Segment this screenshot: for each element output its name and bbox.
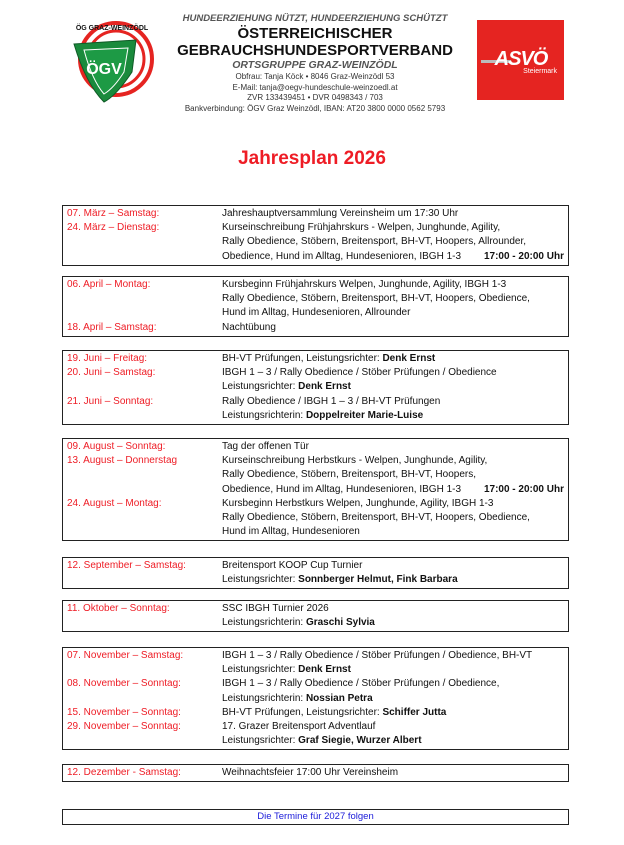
event-date: 12. Dezember - Samstag: (67, 767, 181, 778)
event-description (222, 352, 564, 366)
event-date: 29. November – Sonntag: (67, 721, 181, 733)
event-date (67, 250, 222, 264)
event-description (222, 321, 564, 335)
schedule-row (67, 692, 564, 706)
event-date (67, 573, 222, 587)
event-text: Leistungsrichter: (222, 381, 299, 393)
event-description (222, 525, 564, 539)
event-date: 11. Oktober – Sonntag: (67, 603, 170, 614)
event-date: 08. November – Sonntag: (67, 678, 181, 690)
event-date: 06. April – Montag: (67, 279, 151, 290)
event-text: Leistungsrichter: (222, 574, 299, 586)
org-name-line1: ÖSTERREICHISCHER (237, 25, 393, 42)
event-description (222, 468, 564, 482)
schedule-row (67, 440, 564, 454)
event-description (222, 649, 564, 663)
org-name-line2: GEBRAUCHSHUNDESPORTVERBAND (177, 42, 453, 59)
logo-monogram: ÖGV (86, 61, 122, 78)
event-time: 17:00 - 20:00 Uhr (483, 483, 564, 495)
event-text: Leistungsrichterin: (222, 617, 306, 629)
schedule-row (67, 380, 564, 394)
event-date: 13. August – Donnerstag (67, 455, 178, 467)
event-date: 20. Juni – Samstag: (67, 367, 156, 379)
event-date (67, 511, 222, 525)
event-date (67, 235, 222, 249)
schedule-row (67, 366, 564, 380)
event-date (67, 306, 222, 320)
event-description (222, 706, 564, 720)
schedule-row (67, 573, 564, 587)
judge-name: Denk Ernst (298, 381, 351, 393)
event-text: Hund im Alltag, Hundesenioren, Allrounder (222, 307, 411, 319)
asvo-logo-icon (477, 20, 564, 100)
schedule-row (67, 706, 564, 720)
event-date (67, 663, 222, 677)
schedule-row (67, 663, 564, 677)
asvo-logo-text: ASVÖ (494, 48, 548, 70)
event-date: 15. November – Sonntag: (67, 706, 181, 718)
judge-name: Denk Ernst (298, 664, 351, 676)
schedule-row (67, 292, 564, 306)
event-date (67, 380, 222, 394)
event-text: Kurseinschreibung Frühjahrskurs - Welpen, Junghunde, Agility, (222, 222, 501, 234)
event-text: Jahreshauptversammlung Vereinsheim um 17:30 Uhr (222, 208, 459, 219)
event-text: 17. Grazer Breitensport Adventlauf (222, 721, 376, 733)
event-description (222, 207, 564, 221)
event-text: BH-VT Prüfungen, Leistungsrichter: (222, 706, 383, 718)
schedule-box (62, 647, 569, 750)
schedule-row (67, 250, 564, 264)
event-date: 21. Juni – Sonntag: (67, 395, 154, 407)
event-date: 07. November – Samstag: (67, 650, 184, 661)
event-description (222, 409, 564, 423)
event-date: 12. September – Samstag: (67, 560, 186, 571)
footer-box (62, 809, 569, 825)
event-text: Kursbeginn Herbstkurs Welpen, Junghunde, Agility, IBGH 1-3 (222, 497, 494, 509)
event-date (67, 409, 222, 423)
schedule-box (62, 350, 569, 425)
schedule-row (67, 483, 564, 497)
event-text: Kursbeginn Frühjahrskurs Welpen, Junghunde, Agility, IBGH 1-3 (222, 279, 507, 290)
event-date: 24. März – Dienstag: (67, 222, 160, 234)
event-text: Leistungsrichter: (222, 735, 299, 747)
event-text: IBGH 1 – 3 / Rally Obedience / Stöber Prüfungen / Obedience, (222, 678, 500, 690)
registry-line: ZVR 133439451 • DVR 0498343 / 703 (247, 93, 383, 102)
schedule-row (67, 602, 564, 616)
event-date: 07. März – Samstag: (67, 208, 160, 219)
judge-name: Graschi Sylvia (305, 617, 375, 629)
footer-note: Die Termine für 2027 folgen (257, 811, 374, 822)
schedule-row (67, 468, 564, 482)
schedule-row (67, 454, 564, 468)
event-text: Breitensport KOOP Cup Turnier (222, 560, 363, 571)
schedule-row (67, 525, 564, 539)
schedule-row (67, 235, 564, 249)
schedule-row (67, 221, 564, 235)
event-text: Rally Obedience, Stöbern, Breitensport, BH-VT, Hoopers, (222, 469, 477, 481)
event-date: 19. Juni – Freitag: (67, 353, 148, 364)
event-text: Hund im Alltag, Hundesenioren (222, 526, 360, 538)
event-description (222, 250, 564, 264)
page-title: Jahresplan 2026 (238, 148, 386, 169)
email-line[interactable]: E-Mail: tanja@oegv-hundeschule-weinzoedl.at (232, 82, 398, 92)
schedule-row (67, 734, 564, 748)
event-description (222, 278, 564, 292)
judge-name: Schiffer Jutta (382, 706, 447, 718)
event-text: IBGH 1 – 3 / Rally Obedience / Stöber Prüfungen / Obedience (222, 367, 497, 379)
event-description (222, 366, 564, 380)
schedule-row (67, 720, 564, 734)
event-description (222, 235, 564, 249)
event-date: 24. August – Montag: (67, 497, 162, 509)
event-date (67, 616, 222, 630)
event-date (67, 468, 222, 482)
schedule-row (67, 321, 564, 335)
event-date (67, 692, 222, 706)
judge-name: Doppelreiter Marie-Luise (305, 409, 424, 421)
schedule-row (67, 352, 564, 366)
event-description (222, 380, 564, 394)
event-text: BH-VT Prüfungen, Leistungsrichter: (222, 353, 383, 364)
letterhead (0, 0, 624, 125)
event-date: 09. August – Sonntag: (67, 441, 166, 452)
event-description (222, 221, 564, 235)
event-description (222, 734, 564, 748)
event-description (222, 692, 564, 706)
event-time: 17:00 - 20:00 Uhr (483, 250, 564, 262)
org-branch: ORTSGRUPPE GRAZ-WEINZÖDL (232, 59, 398, 71)
event-text: Rally Obedience, Stöbern, Breitensport, BH-VT, Hoopers, Obedience, (222, 293, 530, 305)
event-description (222, 483, 564, 497)
schedule-box (62, 764, 569, 782)
club-logo-icon (66, 14, 156, 104)
event-date (67, 734, 222, 748)
event-description (222, 663, 564, 677)
schedule-row (67, 409, 564, 423)
schedule-box (62, 557, 569, 589)
schedule-row (67, 207, 564, 221)
event-date (67, 483, 222, 497)
schedule-row (67, 278, 564, 292)
event-text: Leistungsrichter: (222, 664, 299, 676)
schedule-row (67, 559, 564, 573)
event-date (67, 292, 222, 306)
logo-ring-text: ÖG GRAZ-WEINZÖDL (75, 25, 149, 32)
event-text: Rally Obedience / IBGH 1 – 3 / BH-VT Prüfungen (222, 395, 441, 407)
event-description (222, 602, 564, 616)
event-description (222, 720, 564, 734)
event-text: Obedience, Hund im Alltag, Hundesenioren, IBGH 1-3 (222, 250, 462, 262)
event-text: Leistungsrichterin: (222, 409, 306, 421)
schedule-row (67, 497, 564, 511)
judge-name: Sonnberger Helmut, Fink Barbara (298, 574, 458, 586)
event-description (222, 511, 564, 525)
judge-name: Nossian Petra (305, 692, 373, 704)
event-description (222, 497, 564, 511)
event-text: Leistungsrichterin: (222, 692, 306, 704)
event-text: Obedience, Hund im Alltag, Hundesenioren, IBGH 1-3 (222, 483, 462, 495)
organization-info (150, 10, 480, 114)
event-text: Tag der offenen Tür (222, 441, 309, 452)
schedule-row (67, 677, 564, 691)
schedule-box (62, 600, 569, 632)
event-text: Rally Obedience, Stöbern, Breitensport, BH-VT, Hoopers, Allrounder, (222, 236, 527, 248)
event-description (222, 454, 564, 468)
event-date (67, 525, 222, 539)
event-description (222, 292, 564, 306)
event-description (222, 440, 564, 454)
schedule-box (62, 205, 569, 266)
event-text: SSC IBGH Turnier 2026 (222, 603, 329, 614)
schedule-row (67, 511, 564, 525)
event-description (222, 677, 564, 691)
asvo-logo-subtext: Steiermark (523, 68, 557, 75)
schedule-box (62, 438, 569, 541)
event-description (222, 766, 564, 780)
bank-line: Bankverbindung: ÖGV Graz Weinzödl, IBAN: AT20 3800 0000 0562 5793 (184, 103, 446, 113)
contact-line: Obfrau: Tanja Köck • 8046 Graz-Weinzödl 53 (235, 72, 395, 81)
schedule-row (67, 395, 564, 409)
event-description (222, 559, 564, 573)
schedule-row (67, 306, 564, 320)
event-description (222, 616, 564, 630)
schedule-row (67, 766, 564, 780)
event-date: 18. April – Samstag: (67, 321, 157, 333)
schedule-box (62, 276, 569, 337)
event-text: Weihnachtsfeier 17:00 Uhr Vereinsheim (222, 767, 399, 778)
event-text: Nachtübung (222, 321, 276, 333)
judge-name: Graf Siegie, Wurzer Albert (298, 735, 422, 747)
slogan: HUNDEERZIEHUNG NÜTZT, HUNDEERZIEHUNG SCHÜTZT (182, 13, 448, 24)
event-description (222, 573, 564, 587)
judge-name: Denk Ernst (382, 353, 436, 364)
schedule-row (67, 649, 564, 663)
event-text: Kurseinschreibung Herbstkurs - Welpen, Junghunde, Agility, (222, 455, 488, 467)
event-text: IBGH 1 – 3 / Rally Obedience / Stöber Prüfungen / Obedience, BH-VT (222, 650, 533, 661)
event-text: Rally Obedience, Stöbern, Breitensport, BH-VT, Hoopers, Obedience, (222, 512, 530, 524)
schedule-row (67, 616, 564, 630)
event-description (222, 306, 564, 320)
event-description (222, 395, 564, 409)
